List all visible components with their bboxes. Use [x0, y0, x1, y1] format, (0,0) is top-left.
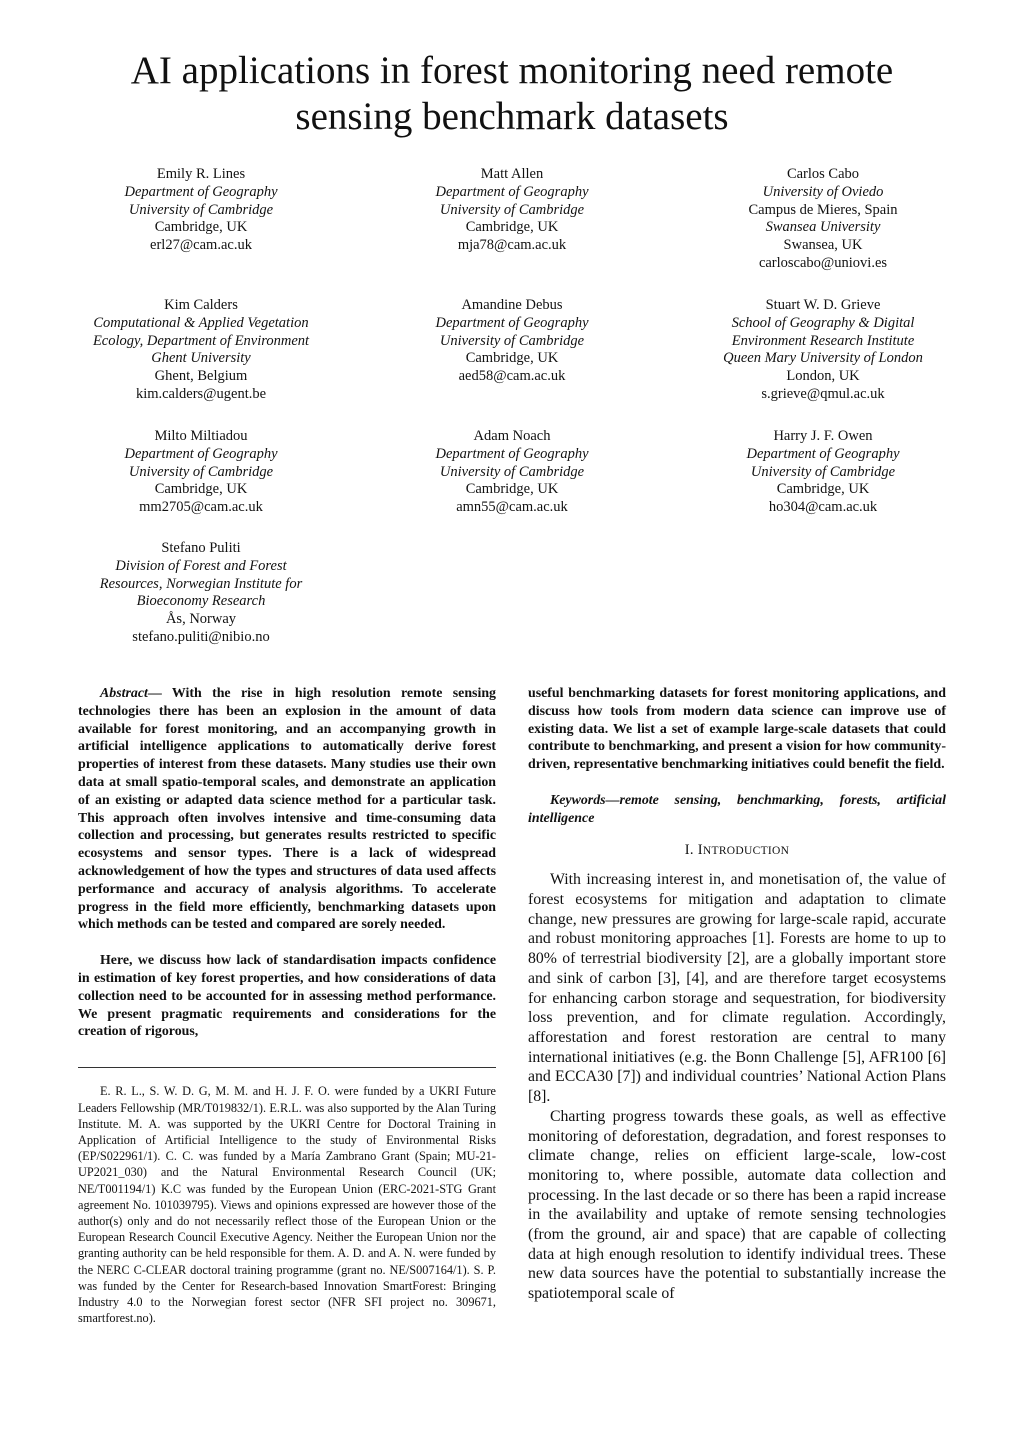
author-card — [362, 166, 662, 255]
author-affiliation-line: mja78@cam.ac.uk — [457, 237, 567, 254]
author-affiliation-line: amn55@cam.ac.uk — [456, 499, 568, 516]
author-card — [51, 297, 351, 404]
author-affiliation-line: Environment Research Institute — [731, 332, 915, 349]
author-affiliation-line: University of Cambridge — [439, 463, 585, 480]
author-affiliation-line: Queen Mary University of London — [723, 350, 923, 367]
author-affiliation-line: Cambridge, UK — [154, 219, 248, 236]
author-affiliation-line: Ecology, Department of Environment — [92, 332, 310, 349]
author-affiliation-line: Department of Geography — [124, 183, 278, 200]
author-affiliation-line: carloscabo@uniovi.es — [758, 254, 888, 271]
funding-footnote: E. R. L., S. W. D. G, M. M. and H. J. F. O. were funded by a UKRI Future Leaders Fellowship (MR/T019832/1). E.R.L. was also supported by the Alan Turing Institute. M. A. was supported by the UKRI Centre for Doctoral Training in Application of Artificial Intelligence to the study of Environmental Risks (EP/S022961/1). C. C. was funded by a María Zambrano Grant (Spain; MU-21-UP2021_030) and the Natural Environmental Research Council (UK; NE/T001194/1) K.C was funded by the European Union (ERC-2021-STG Grant agreement No. 101039795). Views and opinions expressed are however those of the author(s) only and do not necessarily reflect those of the European Union or the European Research Council Executive Agency. Neither the European Union nor the granting authority can be held responsible for them. A. D. and A. N. were funded by the NERC C-CLEAR doctoral training programme (grant no. NE/S007164/1). S. P. was funded by the Center for Research-based Innovation SmartForest: Bringing Industry 4.0 to the Norwegian forest sector (NFR SFI project no. 309671, smartforest.no). — [78, 1084, 496, 1326]
author-name: Matt Allen — [480, 166, 544, 182]
author-card — [51, 166, 351, 255]
author-card — [673, 297, 973, 404]
footnote-rule — [78, 1067, 496, 1068]
author-affiliation-line: University of Oviedo — [762, 183, 884, 200]
intro-paragraph-2: Charting progress towards these goals, as well as effective monitoring of deforestation, degradation, and forest responses to climate change, relies on efficient large-scale, low-cost monitoring to, where possible, automate data collection and processing. In the last decade or so there has been a rapid increase in the availability and uptake of remote sensing technologies (from the ground, air and space) that are capable of collecting data at high enough resolution to identify individual trees. These new data sources have the potential to substantially increase the spatiotemporal scale of — [528, 1107, 947, 1303]
author-affiliation-line: University of Cambridge — [750, 463, 896, 480]
author-affiliation-line: stefano.puliti@nibio.no — [132, 628, 270, 645]
author-card — [673, 166, 973, 273]
author-name: Stefano Puliti — [161, 540, 241, 556]
intro-paragraph-1: With increasing interest in, and monetisation of, the value of forest ecosystems for mitigation and adaptation to climate change, new pressures are growing for large-scale rapid, accurate and robust monitoring approaches [1]. Forests are home to up to 80% of terrestrial biodiversity [2], are a globally important store and sink of carbon [3], [4], and are therefore target ecosystems for enhancing carbon storage and sequestration, for biodiversity loss prevention, and for climate regulation. Accordingly, afforestation and forest restoration are central to many international initiatives (e.g. the Bonn Challenge [5], AFR100 [6] and ECCA30 [7]) and individual countries’ National Action Plans [8]. — [528, 871, 946, 1106]
author-affiliation-line: Cambridge, UK — [465, 481, 559, 498]
author-affiliation-line: School of Geography & Digital — [731, 314, 915, 331]
author-affiliation-line: University of Cambridge — [439, 201, 585, 218]
author-name: Kim Calders — [164, 297, 238, 313]
author-affiliation-line: Ghent, Belgium — [154, 368, 248, 385]
author-affiliation-line: Campus de Mieres, Spain — [748, 201, 898, 218]
author-affiliation-line: Department of Geography — [746, 445, 900, 462]
author-card — [362, 297, 662, 386]
right-column — [528, 685, 946, 1304]
author-affiliation-line: s.grieve@qmul.ac.uk — [761, 385, 885, 402]
author-affiliation-line: London, UK — [786, 368, 860, 385]
author-card — [51, 428, 351, 517]
author-name: Milto Miltiadou — [154, 428, 248, 444]
author-affiliation-line: kim.calders@ugent.be — [135, 385, 267, 402]
author-affiliation-line: Cambridge, UK — [154, 481, 248, 498]
author-affiliation-line: University of Cambridge — [439, 332, 585, 349]
author-affiliation-line: Department of Geography — [124, 445, 278, 462]
author-card — [51, 540, 351, 647]
author-affiliation-line: Cambridge, UK — [465, 219, 559, 236]
keywords: Keywords—remote sensing, benchmarking, forests, artificial intelligence — [528, 792, 946, 826]
author-affiliation-line: mm2705@cam.ac.uk — [139, 499, 263, 516]
author-name: Adam Noach — [473, 428, 551, 444]
author-affiliation-line: Department of Geography — [435, 445, 589, 462]
author-affiliation-line: erl27@cam.ac.uk — [150, 237, 252, 254]
author-name: Carlos Cabo — [786, 166, 860, 182]
paper-title — [0, 48, 1024, 140]
author-affiliation-line: Cambridge, UK — [776, 481, 870, 498]
abstract-paragraph-1: Abstract— With the rise in high resolution remote sensing technologies there has been an explosion in the amount of data available for forest monitoring, and an accompanying growth in artificial intelligence applications to automatically derive forest properties of interest from these datasets. Many studies use their own data at small spatio-temporal scales, and demonstrate an application of an existing or adapted data science method for a particular task. This approach often involves intensive and time-consuming data collection and processing, but generates results restricted to specific ecosystems and sensor types. There is a lack of widespread acknowledgement of how the types and structures of data used affects performance and accuracy of analysis algorithms. To accelerate progress in the field more efficiently, benchmarking datasets upon which methods can be tested and compared are sorely needed. — [78, 686, 496, 933]
author-affiliation-line: Department of Geography — [435, 314, 589, 331]
author-affiliation-line: aed58@cam.ac.uk — [458, 368, 566, 385]
author-affiliation-line: Cambridge, UK — [465, 350, 559, 367]
author-affiliation-line: Department of Geography — [435, 183, 589, 200]
author-affiliation-line: Bioeconomy Research — [136, 593, 266, 610]
author-affiliation-line: University of Cambridge — [128, 201, 274, 218]
author-name: Emily R. Lines — [156, 166, 246, 182]
author-affiliation-line: ho304@cam.ac.uk — [768, 499, 878, 516]
section-title: INTRODUCTION — [697, 841, 790, 858]
author-card — [362, 428, 662, 517]
title-line-2: sensing benchmark datasets — [295, 95, 729, 138]
author-affiliation-line: Swansea University — [765, 219, 881, 236]
author-affiliation-line: University of Cambridge — [128, 463, 274, 480]
author-affiliation-line: Resources, Norwegian Institute for — [99, 575, 303, 592]
author-affiliation-line: Ås, Norway — [165, 611, 237, 628]
author-affiliation-line: Division of Forest and Forest — [115, 557, 287, 574]
abstract-paragraph-2: Here, we discuss how lack of standardisation impacts confidence in estimation of key forest properties, and how considerations of data collection need to be accounted for in assessing method performance. We present pragmatic requirements and considerations for the creation of rigorous, — [78, 953, 496, 1040]
author-card — [673, 428, 973, 517]
author-name: Harry J. F. Owen — [773, 428, 873, 444]
author-affiliation-line: Computational & Applied Vegetation — [93, 314, 309, 331]
author-name: Amandine Debus — [461, 297, 563, 313]
section-heading: I. INTRODUCTION — [684, 841, 790, 858]
author-affiliation-line: Ghent University — [151, 350, 251, 367]
author-name: Stuart W. D. Grieve — [765, 297, 881, 313]
author-affiliation-line: Swansea, UK — [783, 237, 863, 254]
abstract-continuation: useful benchmarking datasets for forest monitoring applications, and discuss how tools from modern data science can improve use of existing data. We list a set of example large-scale datasets that could contribute to benchmarking, and present a vision for how community-driven, representative benchmarking initiatives could benefit the field. — [528, 686, 946, 773]
left-column — [78, 685, 496, 1041]
title-line-1: AI applications in forest monitoring need remote — [130, 49, 894, 92]
abstract-label: Abstract — [100, 686, 148, 701]
